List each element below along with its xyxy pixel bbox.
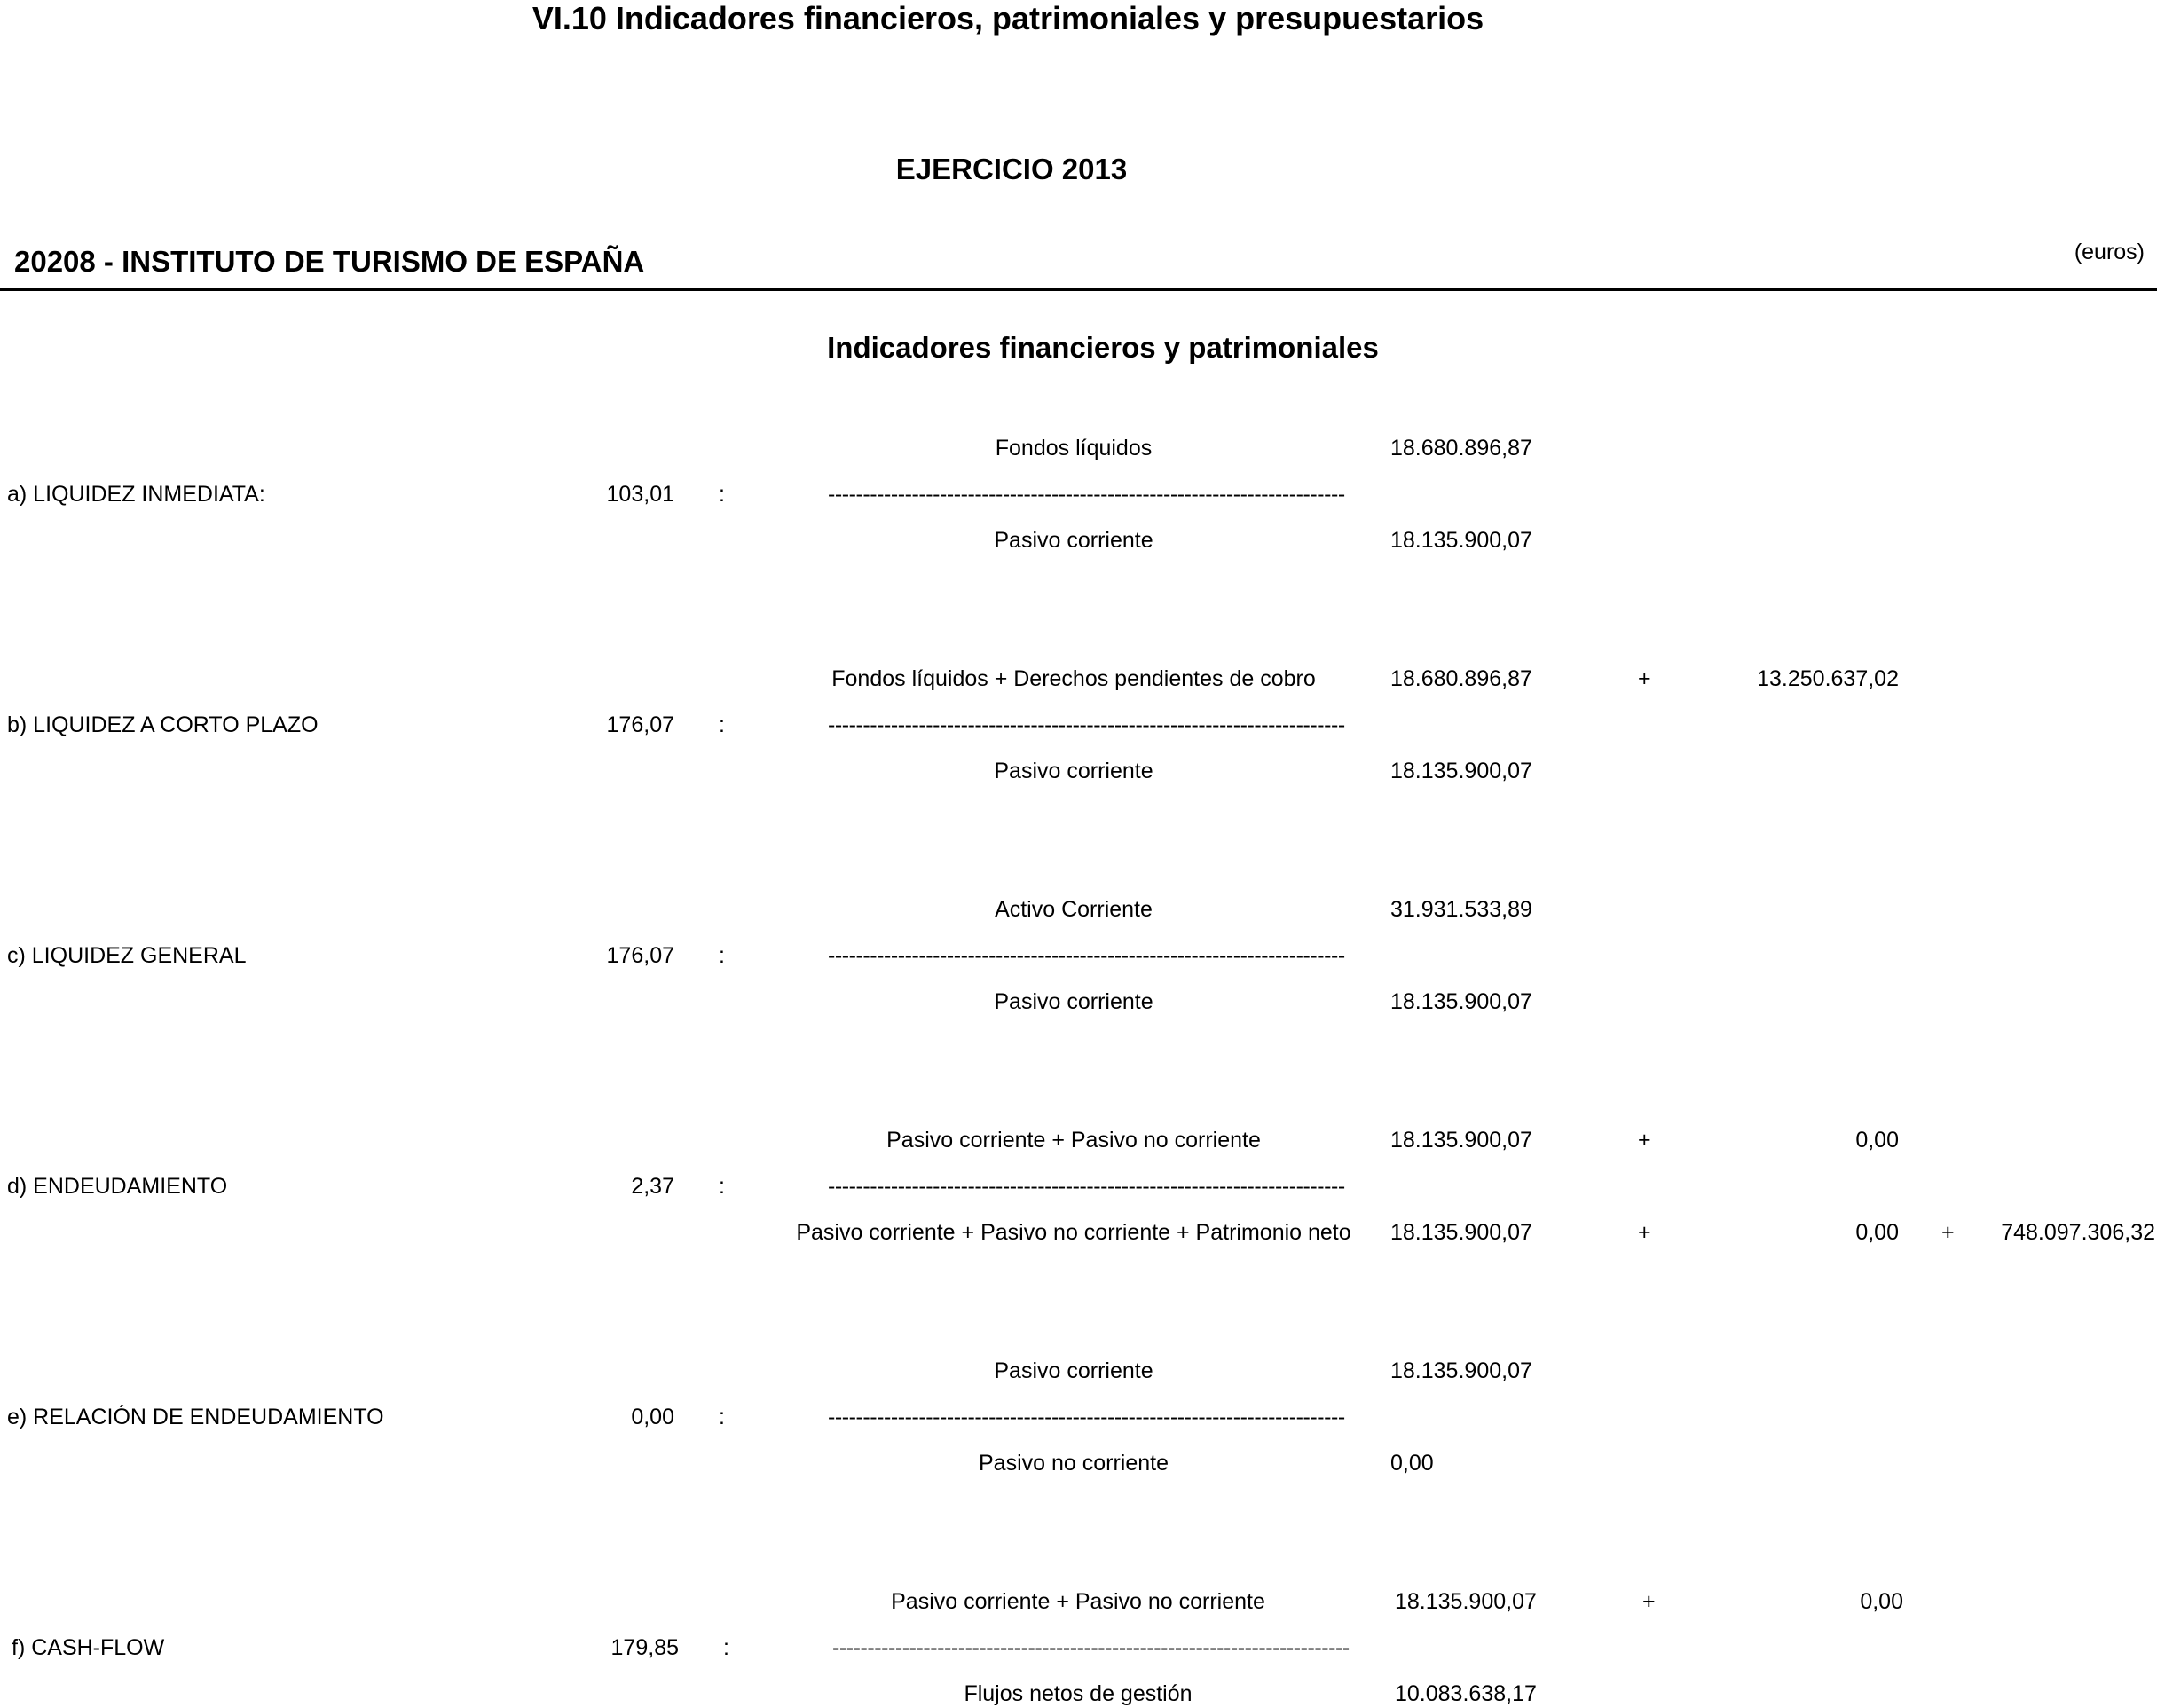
- indicator-colon: :: [719, 1405, 725, 1429]
- exercise-year: EJERCICIO 2013: [895, 153, 1128, 185]
- fraction-divider: --------------------------------------------------------------------------: [828, 943, 1345, 968]
- indicator-label: f) CASH-FLOW: [12, 1635, 165, 1660]
- numerator-value-1: 31.931.533,89: [1390, 897, 1532, 922]
- denominator-value-1: 18.135.900,07: [1390, 989, 1532, 1014]
- numerator-operator-1: +: [1638, 1128, 1651, 1153]
- denominator-value-1: 10.083.638,17: [1395, 1681, 1537, 1706]
- indicator-label: d) ENDEUDAMIENTO: [7, 1174, 228, 1199]
- denominator-text: Pasivo corriente + Pasivo no corriente + Patrimonio neto: [796, 1220, 1351, 1245]
- header-divider-line: [0, 288, 2157, 291]
- numerator-value-2: 13.250.637,02: [1757, 666, 1899, 691]
- numerator-text: Fondos líquidos + Derechos pendientes de cobro: [831, 666, 1316, 691]
- denominator-text: Pasivo corriente: [994, 989, 1153, 1014]
- numerator-value-1: 18.680.896,87: [1390, 436, 1532, 460]
- denominator-text: Pasivo corriente: [994, 528, 1153, 553]
- indicator-value: 176,07: [606, 712, 674, 737]
- denominator-value-1: 18.135.900,07: [1390, 528, 1532, 553]
- indicator-colon: :: [723, 1635, 729, 1660]
- denominator-text: Flujos netos de gestión: [964, 1681, 1193, 1706]
- indicator-colon: :: [719, 943, 725, 968]
- denominator-value-3: 748.097.306,32: [2001, 1220, 2155, 1245]
- numerator-text: Pasivo corriente: [994, 1358, 1153, 1383]
- indicator-label: b) LIQUIDEZ A CORTO PLAZO: [7, 712, 319, 737]
- denominator-value-2: 0,00: [1855, 1220, 1899, 1245]
- indicator-value: 103,01: [606, 482, 674, 507]
- numerator-text: Pasivo corriente + Pasivo no corriente: [891, 1589, 1265, 1614]
- fraction-divider: --------------------------------------------------------------------------: [832, 1635, 1350, 1660]
- indicator-colon: :: [719, 1174, 725, 1199]
- fraction-divider: --------------------------------------------------------------------------: [828, 1405, 1345, 1429]
- numerator-value-2: 0,00: [1860, 1589, 1903, 1614]
- numerator-operator-1: +: [1638, 666, 1651, 691]
- indicator-value: 179,85: [610, 1635, 679, 1660]
- indicator-value: 176,07: [606, 943, 674, 968]
- indicator-label: e) RELACIÓN DE ENDEUDAMIENTO: [7, 1405, 384, 1429]
- denominator-operator-1: +: [1638, 1220, 1651, 1245]
- section-title: Indicadores financieros y patrimoniales: [827, 331, 1379, 364]
- numerator-value-2: 0,00: [1855, 1128, 1899, 1153]
- numerator-text: Pasivo corriente + Pasivo no corriente: [886, 1128, 1261, 1153]
- indicator-label: a) LIQUIDEZ INMEDIATA:: [7, 482, 265, 507]
- numerator-value-1: 18.135.900,07: [1390, 1128, 1532, 1153]
- numerator-text: Fondos líquidos: [995, 436, 1153, 460]
- denominator-value-1: 18.135.900,07: [1390, 759, 1532, 783]
- denominator-operator-2: +: [1941, 1220, 1955, 1245]
- report-title: VI.10 Indicadores financieros, patrimoniales y presupuestarios: [531, 0, 1484, 36]
- entity-name: 20208 - INSTITUTO DE TURISMO DE ESPAÑA: [14, 245, 645, 278]
- numerator-value-1: 18.680.896,87: [1390, 666, 1532, 691]
- fraction-divider: --------------------------------------------------------------------------: [828, 482, 1345, 507]
- fraction-divider: --------------------------------------------------------------------------: [828, 1174, 1345, 1199]
- indicator-value: 0,00: [631, 1405, 674, 1429]
- numerator-value-1: 18.135.900,07: [1395, 1589, 1537, 1614]
- denominator-text: Pasivo corriente: [994, 759, 1153, 783]
- indicator-colon: :: [719, 482, 725, 507]
- numerator-value-1: 18.135.900,07: [1390, 1358, 1532, 1383]
- denominator-text: Pasivo no corriente: [978, 1451, 1169, 1476]
- numerator-operator-1: +: [1642, 1589, 1656, 1614]
- currency-units: (euros): [2074, 240, 2145, 264]
- indicator-colon: :: [719, 712, 725, 737]
- denominator-value-1: 0,00: [1390, 1451, 1434, 1476]
- indicator-value: 2,37: [631, 1174, 674, 1199]
- indicator-label: c) LIQUIDEZ GENERAL: [7, 943, 247, 968]
- denominator-value-1: 18.135.900,07: [1390, 1220, 1532, 1245]
- numerator-text: Activo Corriente: [995, 897, 1153, 922]
- fraction-divider: --------------------------------------------------------------------------: [828, 712, 1345, 737]
